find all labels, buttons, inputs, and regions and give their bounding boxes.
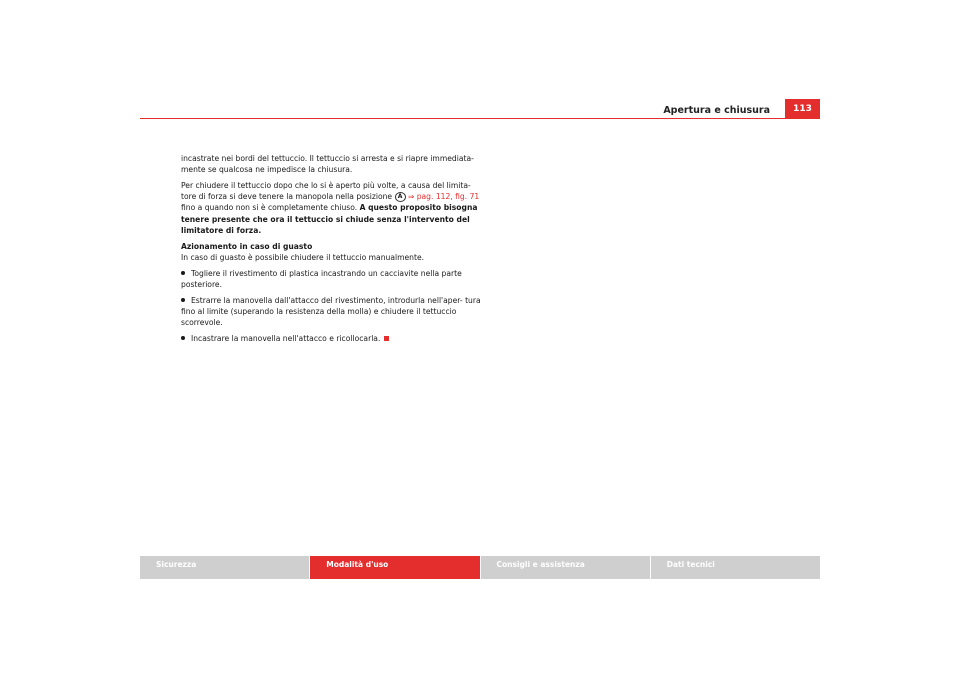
position-a-marker: A [395,192,406,202]
paragraph-closing-instructions [181,180,481,236]
bullet-text: Incastrare la manovella nell'attacco e ricollocarla. [191,333,381,343]
bullet-icon [181,271,185,275]
main-content [181,153,481,349]
bullet-icon [181,336,185,340]
bullet-item [181,333,481,344]
section-heading: Azionamento in caso di guasto [181,241,313,251]
bullet-text: Estrarre la manovella dall'attacco del rivestimento, introdurla nell'aper- tura fino al limite (superando la resistenza della molla) e chiudere il tettuccio scorrevole. [181,295,481,328]
bullet-item [181,268,481,290]
bullet-item [181,295,481,329]
paragraph-continuation: incastrate nei bordi del tettuccio. Il tettuccio si arresta e si riapre immediata- mente se qualcosa ne impedisce la chiusura. [181,154,474,175]
tab-sicurezza[interactable]: Sicurezza [140,556,309,579]
tab-consigli-e-assistenza[interactable]: Consigli e assistenza [481,556,650,579]
section-intro: In caso di guasto è possibile chiudere il tettuccio manualmente. [181,252,425,262]
bullet-icon [181,298,185,302]
tab-dati-tecnici[interactable]: Dati tecnici [651,556,820,579]
paragraph-text: fino a quando non si è completamente chiuso. [181,203,360,213]
page-reference-link[interactable]: ⇒ pag. 112, fig. 71 [405,192,480,202]
warning-note: A questo proposito bisogna tenere presente che ora il tettuccio si chiude senza l'intervento del limitatore di forza. [181,203,478,235]
page-title: Apertura e chiusura [663,105,770,116]
paragraph-text: Per chiudere il tettuccio dopo che lo si è aperto più volte, a causa del limita- tore di forza si deve tenere la manopola nella posizione [181,181,471,202]
footer-nav [140,556,820,579]
header-divider [140,118,820,119]
end-of-section-icon [384,336,389,341]
section-heading-wrap [181,241,481,252]
bullet-text: Togliere il rivestimento di plastica incastrando un cacciavite nella parte posteriore. [181,268,462,289]
page-number: 113 [785,99,820,118]
tab-modalita-duso[interactable]: Modalità d'uso [310,556,479,579]
